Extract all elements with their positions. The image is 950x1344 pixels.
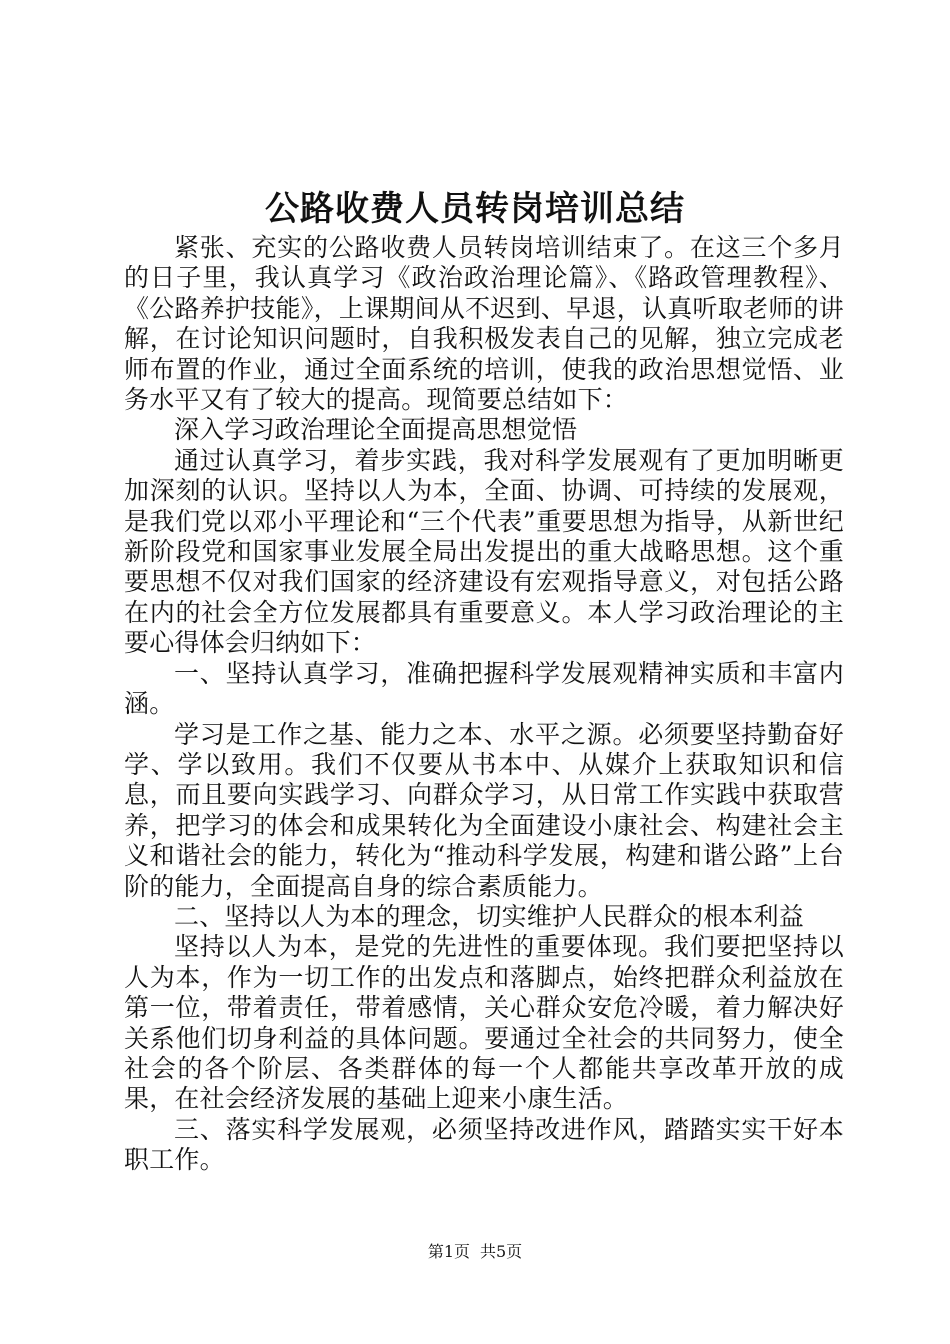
- page-footer: [0, 1241, 950, 1263]
- page-total: 共5页: [480, 1242, 523, 1261]
- document-body: [124, 233, 844, 1176]
- document-title: 公路收费人员转岗培训总结: [265, 189, 685, 229]
- point-heading-1: 一、坚持认真学习，准确把握科学发展观精神实质和丰富内涵。: [124, 658, 844, 719]
- section-heading-theory: 深入学习政治理论全面提高思想觉悟: [174, 415, 578, 445]
- paragraph-point-2: 坚持以人为本，是党的先进性的重要体现。我们要把坚持以人为本，作为一切工作的出发点和落脚点，始终把群众利益放在第一位，带着责任，带着感情，关心群众安危冷暖，着力解决好关系他们切身利益的具体问题。要通过全社会的共同努力，使全社会的各个阶层、各类群体的每一个人都能共享改革开放的成果，在社会经济发展的基础上迎来小康生活。: [124, 932, 844, 1114]
- paragraph-intro: 紧张、充实的公路收费人员转岗培训结束了。在这三个多月的日子里，我认真学习《政治政治理论篇》、《路政管理教程》、《公路养护技能》，上课期间从不迟到、早退，认真听取老师的讲解，在讨论知识问题时，自我积极发表自己的见解，独立完成老师布置的作业，通过全面系统的培训，使我的政治思想觉悟、业务水平又有了较大的提高。现简要总结如下：: [124, 233, 844, 415]
- paragraph-theory: 通过认真学习，着步实践，我对科学发展观有了更加明晰更加深刻的认识。坚持以人为本，全面、协调、可持续的发展观，是我们党以邓小平理论和“三个代表”重要思想为指导，从新世纪新阶段党和国家事业发展全局出发提出的重大战略思想。这个重要思想不仅对我们国家的经济建设有宏观指导意义，对包括公路在内的社会全方位发展都具有重要意义。本人学习政治理论的主要心得体会归纳如下：: [124, 445, 844, 658]
- point-heading-3: 三、落实科学发展观，必须坚持改进作风，踏踏实实干好本职工作。: [124, 1114, 844, 1175]
- page-number: 第1页: [427, 1242, 470, 1261]
- point-heading-2: 二、坚持以人为本的理念，切实维护人民群众的根本利益: [174, 901, 805, 931]
- paragraph-point-1: 学习是工作之基、能力之本、水平之源。必须要坚持勤奋好学、学以致用。我们不仅要从书本中、从媒介上获取知识和信息，而且要向实践学习、向群众学习，从日常工作实践中获取营养，把学习的体会和成果转化为全面建设小康社会、构建社会主义和谐社会的能力，转化为“推动科学发展，构建和谐公路”上台阶的能力，全面提高自身的综合素质能力。: [124, 719, 844, 901]
